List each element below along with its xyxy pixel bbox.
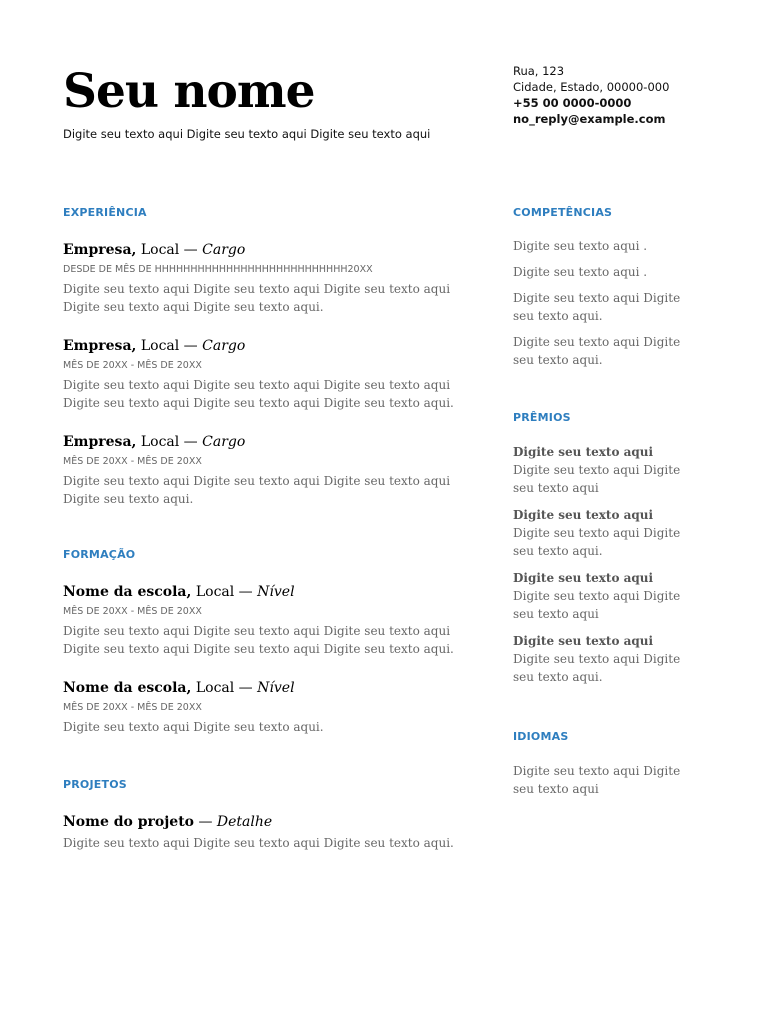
award-text: Digite seu texto aqui Digite seu texto aqui — [513, 589, 681, 621]
award-bold: Digite seu texto aqui — [513, 445, 654, 459]
contact-street: Rua, 123 — [513, 64, 565, 78]
experience-date: DESDE DE MÊS DE HHHHHHHHHHHHHHHHHHHHHHHHHHH20XX — [63, 264, 373, 275]
contact-city: Cidade, Estado, 00000-000 — [513, 80, 670, 94]
experience-description: Digite seu texto aqui Digite seu texto aqui Digite seu texto aqui Digite seu texto aqui. — [63, 474, 451, 506]
experience-date: MÊS DE 20XX - MÊS DE 20XX — [63, 456, 202, 467]
award-bold: Digite seu texto aqui — [513, 634, 654, 648]
project-item — [63, 813, 478, 852]
contact-phone: +55 00 0000-0000 — [513, 96, 632, 110]
experience-heading — [63, 241, 478, 259]
company-location: Local — — [136, 242, 203, 258]
skills-title: COMPETÊNCIAS — [513, 206, 613, 219]
experience-item — [63, 337, 478, 412]
award-item — [513, 632, 693, 686]
company-name: Empresa, — [63, 242, 137, 258]
contact-email: no_reply@example.com — [513, 112, 666, 126]
company-name: Empresa, — [63, 434, 137, 450]
languages-title: IDIOMAS — [513, 730, 569, 743]
education-level: Nível — [257, 680, 295, 696]
name-heading: Seu nome — [63, 64, 315, 119]
education-item — [63, 583, 478, 658]
education-title: FORMAÇÃO — [63, 548, 136, 561]
award-text: Digite seu texto aqui Digite seu texto aqui. — [513, 526, 681, 558]
experience-description: Digite seu texto aqui Digite seu texto aqui Digite seu texto aqui Digite seu texto aqui Digite seu texto aqui. — [63, 282, 451, 314]
project-heading — [63, 813, 478, 831]
experience-title: EXPERIÊNCIA — [63, 206, 147, 219]
side-column — [513, 206, 693, 798]
school-location: Local — — [191, 680, 258, 696]
company-location: Local — — [136, 338, 203, 354]
project-separator: — — [194, 814, 217, 830]
tagline: Digite seu texto aqui Digite seu texto aqui Digite seu texto aqui — [63, 127, 431, 141]
job-role: Cargo — [202, 338, 246, 354]
main-column — [63, 206, 478, 852]
project-name: Nome do projeto — [63, 814, 195, 830]
education-date: MÊS DE 20XX - MÊS DE 20XX — [63, 702, 202, 713]
experience-description: Digite seu texto aqui Digite seu texto aqui Digite seu texto aqui Digite seu texto aqui Digite seu texto aqui Digite seu texto aqui. — [63, 378, 454, 410]
skill-item: Digite seu texto aqui . — [513, 265, 648, 279]
education-item — [63, 679, 478, 736]
education-description: Digite seu texto aqui Digite seu texto aqui Digite seu texto aqui Digite seu texto aqui Digite seu texto aqui Digite seu texto aqui. — [63, 624, 454, 656]
school-name: Nome da escola, — [63, 584, 192, 600]
awards-title: PRÊMIOS — [513, 411, 571, 424]
school-name: Nome da escola, — [63, 680, 192, 696]
languages-text: Digite seu texto aqui Digite seu texto aqui — [513, 764, 681, 796]
award-text: Digite seu texto aqui Digite seu texto aqui — [513, 463, 681, 495]
skill-item: Digite seu texto aqui Digite seu texto aqui. — [513, 335, 681, 367]
award-bold: Digite seu texto aqui — [513, 571, 654, 585]
company-name: Empresa, — [63, 338, 137, 354]
award-bold: Digite seu texto aqui — [513, 508, 654, 522]
experience-heading — [63, 337, 478, 355]
education-heading — [63, 583, 478, 601]
education-heading — [63, 679, 478, 697]
education-description: Digite seu texto aqui Digite seu texto aqui. — [63, 720, 324, 734]
job-role: Cargo — [202, 434, 246, 450]
award-item — [513, 506, 693, 560]
award-item — [513, 443, 693, 497]
project-detail: Detalhe — [216, 814, 273, 830]
experience-date: MÊS DE 20XX - MÊS DE 20XX — [63, 360, 202, 371]
project-description: Digite seu texto aqui Digite seu texto aqui Digite seu texto aqui. — [63, 836, 454, 850]
skill-item: Digite seu texto aqui Digite seu texto aqui. — [513, 291, 681, 323]
company-location: Local — — [136, 434, 203, 450]
experience-item — [63, 433, 478, 508]
contact-block — [513, 63, 669, 127]
award-item — [513, 569, 693, 623]
school-location: Local — — [191, 584, 258, 600]
education-level: Nível — [257, 584, 295, 600]
education-date: MÊS DE 20XX - MÊS DE 20XX — [63, 606, 202, 617]
projects-title: PROJETOS — [63, 778, 127, 791]
experience-heading — [63, 433, 478, 451]
award-text: Digite seu texto aqui Digite seu texto aqui. — [513, 652, 681, 684]
skill-item: Digite seu texto aqui . — [513, 239, 648, 253]
experience-item — [63, 241, 478, 316]
job-role: Cargo — [202, 242, 246, 258]
